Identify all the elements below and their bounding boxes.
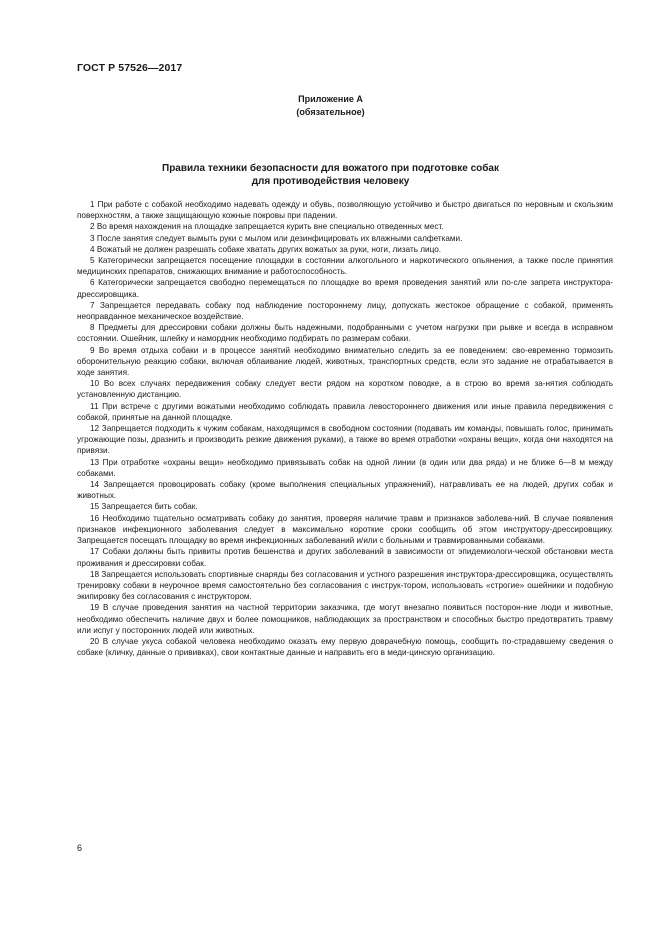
- rule-paragraph-18: 18 Запрещается использовать спортивные снаряды без согласования и устного разрешения инструктора-дрессировщика, осуществлять тренировку собаки в неурочное время самостоятельно без согласования с инструк-тором, использовать «строгие» ошейники и подобную экипировку без согласования с инструктором.: [77, 569, 613, 602]
- annex-heading: [0, 93, 661, 119]
- rule-paragraph-12: 12 Запрещается подходить к чужим собакам, находящимся в свободном состоянии (подавать им команды, повышать голос, принимать угрожающие позы, дразнить и производить резкие движения руками), а также во время отработки «охраны вещи», когда они находятся на привязи.: [77, 424, 613, 456]
- document-header-id: ГОСТ Р 57526—2017: [77, 62, 183, 74]
- rule-paragraph-20: 20 В случае укуса собакой человека необходимо оказать ему первую доврачебную помощь, сообщить по-страдавшему сведения о собаке (кличку, данные о прививках), свои контактные данные и направить его в меди-цинскую организацию.: [77, 636, 613, 658]
- rule-paragraph-10: 10 Во всех случаях передвижения собаку следует вести рядом на коротком поводке, а в строю во время за-нятия соблюдать установленную дистанцию.: [77, 379, 613, 400]
- rule-paragraph-15: 15 Запрещается бить собак.: [90, 502, 198, 512]
- section-title: [0, 163, 661, 188]
- rule-paragraph-1: 1 При работе с собакой необходимо надевать одежду и обувь, позволяющую устойчиво и быстро двигаться по неровным и скользким поверхностям, а также защищающую кожные покровы при падении.: [77, 200, 613, 221]
- rule-paragraph-2: 2 Во время нахождения на площадке запрещается курить вне специально отведенных мест.: [90, 222, 444, 232]
- rule-paragraph-6: 6 Категорически запрещается свободно перемещаться по площадке во время проведения занятий или по-сле запрета инструктора-дрессировщика.: [77, 278, 613, 299]
- rule-paragraph-16: 16 Необходимо тщательно осматривать собаку до занятия, проверяя наличие травм и признаков заболева-ний. В случае появления признаков инфекционного заболевания следует в максимально короткие сроки сообщить об этом инструктору-дрессировщику. Запрещается посещать площадку во время инфекционных заболеваний и/или с больными и травмированными собаками.: [77, 513, 613, 546]
- section-title-line-1: Правила техники безопасности для вожатого при подготовке собак: [162, 163, 499, 174]
- rule-paragraph-14: 14 Запрещается провоцировать собаку (кроме выполнения специальных упражнений), натравливать ее на людей, других собак и животных.: [77, 480, 613, 501]
- rule-paragraph-11: 11 При встрече с другими вожатыми необходимо соблюдать правила левостороннего движения или иные правила передвижения с собакой, принятые на данной площадке.: [77, 401, 613, 422]
- rule-paragraph-17: 17 Собаки должны быть привиты против бешенства и других заболеваний в зависимости от эпидемиологи-ческой обстановки места проживания и дрессировки собак.: [77, 547, 613, 568]
- annex-title: Приложение А: [298, 94, 363, 104]
- rules-list: [77, 199, 613, 658]
- rule-paragraph-13: 13 При отработке «охраны вещи» необходимо привязывать собак на одной линии (в один или два ряда) и не ближе 6—8 м между собаками.: [77, 457, 613, 478]
- page-number: 6: [77, 843, 83, 853]
- rule-paragraph-7: 7 Запрещается передавать собаку под наблюдение постороннему лицу, допускать жестокое обращение с собакой, применять неоправданное механическое воздействие.: [77, 300, 613, 322]
- section-title-line-2: для противодействия человеку: [251, 175, 410, 187]
- annex-status: (обязательное): [296, 107, 365, 117]
- rule-paragraph-8: 8 Предметы для дрессировки собаки должны быть надежными, подобранными с учетом нагрузки при рывке и всегда в исправном состоянии. Ошейник, шлейку и намордник необходимо подбирать по размерам собаки.: [77, 323, 613, 344]
- rule-paragraph-3: 3 После занятия следует вымыть руки с мылом или дезинфицировать их влажными салфетками.: [90, 233, 463, 243]
- rule-paragraph-4: 4 Вожатый не должен разрешать собаке хватать других вожатых за руки, ноги, лизать лицо.: [90, 244, 442, 254]
- rule-paragraph-5: 5 Категорически запрещается посещение площадки в состоянии алкогольного и наркотического опьянения, а также после принятия медицинских препаратов, снижающих внимание и работоспособность.: [77, 256, 613, 277]
- rule-paragraph-19: 19 В случае проведения занятия на частной территории заказчика, где могут внезапно появиться посторон-ние люди и животные, необходимо обеспечить наличие двух и более помощников, наблюдающих за пространством и способных быстро предотвратить травму или испуг у посторонних людей или животных.: [77, 603, 613, 635]
- rule-paragraph-9: 9 Во время отдыха собаки и в процессе занятий необходимо внимательно следить за ее поведением: сво-евременно тормозить оборонительную реакцию собаки, включая облаивание людей, животных, транспортных средств, если это задание не отрабатывается в ходе занятия.: [77, 345, 613, 378]
